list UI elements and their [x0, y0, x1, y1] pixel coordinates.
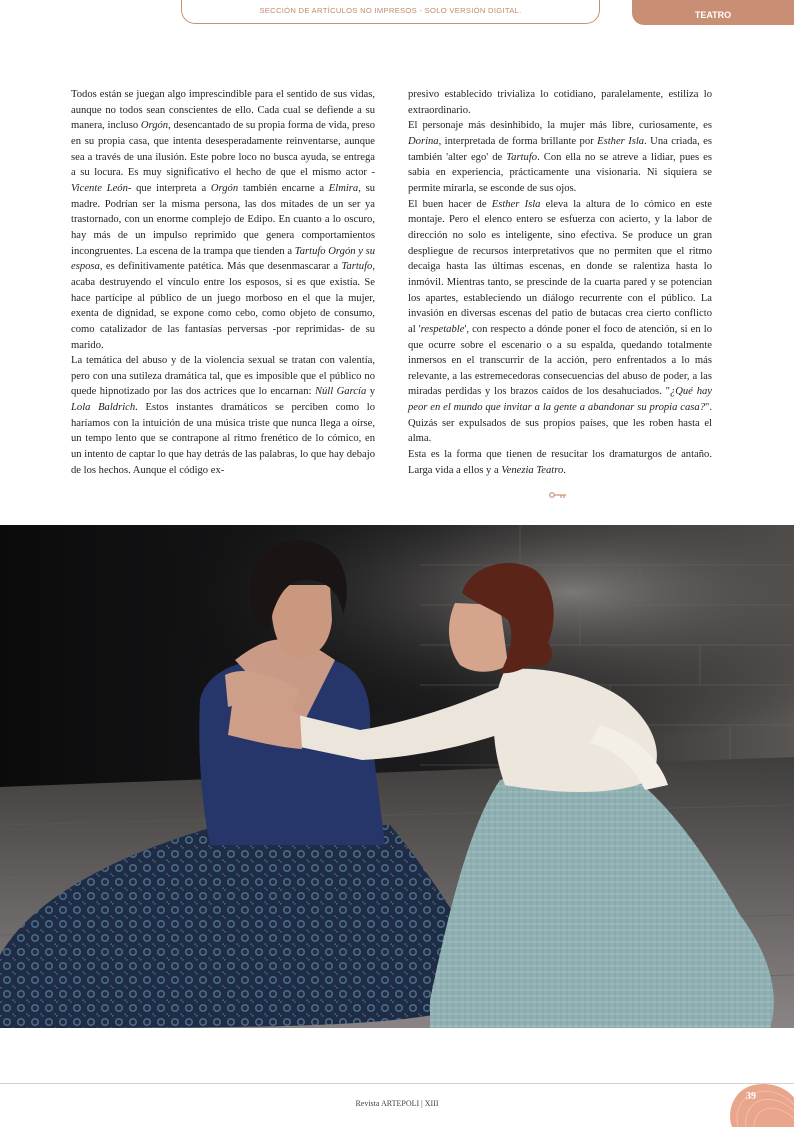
section-tab-label: TEATRO	[694, 9, 732, 20]
italic-reference: Esther Isla	[491, 198, 541, 210]
page-number-badge	[720, 1081, 794, 1127]
article-column-right	[408, 87, 712, 478]
italic-reference: Elmira	[328, 182, 359, 194]
right-column-paragraph: Esta es la forma que tienen de resucitar los dramaturgos de antaño. Larga vida a ellos y a Venezia Teatro.	[408, 449, 712, 476]
page-number: 39	[746, 1091, 756, 1102]
left-column-paragraph: La temática del abuso y de la violencia sexual se tratan con valentía, pero con una sutileza dramática tal, que es imposible que el público no quede hipnotizado por las dos actrices que lo encarnan: Núll García y Lola Baldrich. Estos instantes dramáticos se perciben como lo haríamos con la intuición de una música triste que nunca llega a oírse, un tempo lento que se contrapone al ritmo frenético de lo cómico, en un intento de captar lo que hay detrás de las palabras, lo que hay debajo de los hechos. Aunque el código ex-	[71, 355, 376, 476]
left-column-paragraph: Todos están se juegan algo imprescindible para el sentido de sus vidas, aunque no todos sean conscientes de ello. Cada cual se defiende a su manera, incluso Orgón, desencantado de su propia forma de vida, preso en su propia casa, que intenta desesperadamente reinventarse, aunque sea a través de una ilusión. Este pobre loco no busca ayuda, se entrega a su locura. Es muy significativo el hecho de que el mismo actor -Vicente León- que interpreta a Orgón también encarne a Elmira, su madre. Podrían ser la misma persona, las dos mitades de un ser ya trastornado, con un enorme complejo de Edipo. En cuanto a lo oscuro, hay más de un impulso reprimido que genera comportamientos incongruentes. La escena de la trampa que tienden a Tartufo Orgón y su esposa, es definitivamente patética. Más que desenmascarar a Tartufo, acaba destruyendo el vínculo entre los esposos, si es que existía. Se hace partícipe al público de un juego morboso en el que la mujer, exenta de dignidad, se expone como cebo, como objeto de consumo, como catalizador de las fantasías perversas -por reprimidas- de su marido.	[71, 89, 376, 351]
end-of-article-key-icon	[549, 490, 567, 500]
section-label: SECCIÓN DE ARTÍCULOS NO IMPRESOS - SOLO VERSIÓN DIGITAL.	[259, 6, 522, 15]
italic-reference: Orgón	[140, 120, 169, 132]
italic-reference: Vicente León	[71, 182, 128, 194]
right-column-paragraph: presivo establecido trivializa lo cotidiano, paralelamente, estiliza lo extraordinario.	[408, 89, 712, 116]
italic-reference: ¿Qué hay peor en el mundo que invitar a la gente a abandonar su propia casa?	[408, 386, 712, 414]
italic-reference: Lola Baldrich	[71, 402, 136, 414]
footer-magazine-label: Revista ARTEPOLI | XIII	[355, 1099, 439, 1108]
right-column-paragraph: El personaje más desinhibido, la mujer más libre, curiosamente, es Dorina, interpretada de forma brillante por Esther Isla. Una criada, es también 'alter ego' de Tartufo. Con ella no se atreve a lidiar, pues es sabia en experiencia, prácticamente una visionaria. Ni siquiera se permite mirarla, se esconde de sus ojos.	[408, 120, 713, 194]
italic-reference: Orgón	[210, 182, 239, 194]
italic-reference: respetable	[420, 323, 465, 335]
article-column-left	[71, 87, 375, 478]
italic-reference: Dorina	[408, 135, 439, 147]
footer-rule	[0, 1083, 794, 1084]
section-tab-teatro	[632, 0, 794, 25]
section-header-banner	[181, 0, 600, 24]
italic-reference: Venezia Teatro	[501, 464, 564, 476]
italic-reference: Núll García	[314, 386, 367, 398]
italic-reference: Tartufo Orgón y su esposa	[71, 245, 376, 273]
right-column-paragraph: El buen hacer de Esther Isla eleva la altura de lo cómico en este montaje. Pero el elenco entero se esfuerza con acierto, y la labor de dirección no solo es inteligente, sino efectiva. Se produce un gran despliegue de recursos interpretativos que no permiten que el ritmo decaiga hasta las últimas escenas, en donde se ralentiza hasta lo inmóvil. Mientras tanto, se prescinde de la cuarta pared y se potencian los apartes, estableciendo un diálogo recurrente con el público. La invasión en diversas escenas del patio de butacas crea cierto conflicto al 'respetable', con respecto a dónde poner el foco de atención, si en lo que ocurre sobre el escenario o a su espalda, quedando totalmente inmersos en el transcurrir de la acción, pero enfrentados a lo más relevante, a las estremecedoras consecuencias del abuso de poder, a las miradas perdidas y los brazos caídos de los desahuciados. "¿Qué hay peor en el mundo que invitar a la gente a abandonar su propia casa?". Quizás ser expulsados de sus propios países, que les roben hasta el alma.	[408, 198, 713, 445]
italic-reference: Tartufo	[341, 261, 373, 273]
stage-photo	[0, 525, 794, 1028]
italic-reference: Esther Isla	[597, 135, 645, 147]
italic-reference: Tartufo	[506, 151, 538, 163]
